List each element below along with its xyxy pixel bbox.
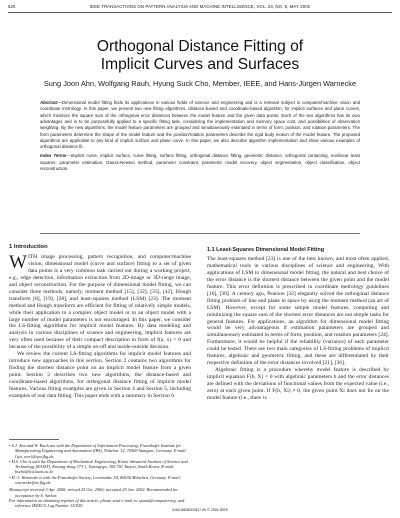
footnote-email-2: E-mail: hscho@lca.kaist.ac.kr. (15, 464, 175, 475)
subsection-heading-lsm: 1.1 Least-Squares Dimensional Model Fitting (207, 247, 325, 253)
footnote-affiliation-1-text: S.J. Ahn and W. Rauh are with the Department of Information Processing, Fraunhofer Institute for Manufacturing Engineering and Automation (IPA), Nobelstr. 12, 70569 Stuttgart, Germany. (11, 443, 181, 454)
abstract-text: —Dimensional model fitting finds its applications in various fields of science and engineering and is a relevant subject in computer/machine vision and coordinate metrology. In this paper, we present two new fitting algorithms, distance-based and coordinate-based algorithm, for implicit surfaces and plane curves, which minimize the square sum of the orthogonal error distances between the model feature and the given data points. Each of the two algorithms has its own advantages and is to be purposefully applied to a specific fitting task, considering the implementation and memory space cost, and possibilities of observation weighting. By the new algorithms, the model feature parameters are grouped and simultaneously estimated in terms of form, position, and rotation parameters. The form parameters determine the shape of the model feature and the position/rotation parameters describe the rigid body motion of the model feature. The proposed algorithms are applicable to any kind of implicit surface and plane curve. In this paper, we also describe algorithm implementation and show various examples of orthogonal distance fit. (40, 100, 360, 150)
page-number: 620 (8, 4, 16, 9)
header-divider (8, 12, 392, 13)
footnote-affiliation-2: • H.S. Cho is with the Department of Mechanical Engineering, Korea Advanced Institute of Science and Technology (KAIST), Kusong-dong 373-1, Yusong-gu, 305-701 Taejon, South Korea. E-mail: hscho@lca.kaist.ac.kr. (9, 458, 188, 475)
left-column (9, 244, 191, 400)
intro-paragraph-1-text: ITH image processing, pattern recognition, and computer/machine vision, dimensional model (curve and surface) fitting to a set of given data points is a very common task carried out during a working project, e.g., edge detection, information extraction from 2D-image or 3D-range image, and object reconstruction. For the purpose of dimensional model fitting, we can consider three methods, namely, moment method [15], [32], [35], [42], Hough transform [8], [19], [28], and least-squares method (LSM) [23]. The moment method and Hough transform are efficient for fitting of relatively simple models, while their application to a complex object model or to an object model with a large number of model parameters is not encouraged. In this paper, we consider the LS-fitting algorithms for implicit model features. By data modeling and analysis in various disciplines of science and engineering, implicit features are very often used because of their compact description in form of f(a, x) = 0 and because of the possibility of a simple on-off and inside-outside decision. (9, 253, 191, 351)
index-terms (40, 153, 360, 172)
title-line-2: Implicit Curves and Surfaces (100, 56, 300, 73)
index-terms-text: —Implicit curve, implicit surface, curve fitting, surface fitting, orthogonal distance fitting, geometric distance, orthogonal contacting, nonlinear least squares, parameter estimation, Gauss-Newton method, parameter constraint, parametric model recovery, object segmentation, object classification, object reconstruction. (40, 153, 360, 171)
footnote-affiliation-3: • H.-J. Warnecke is with the Fraunhofer Society, Leonrodstr. 54, 80636 München, Germany. E-mail: warnecke@zv.fhg.de. (9, 474, 182, 486)
index-terms-label: Index Terms (40, 153, 67, 159)
abstract-paragraph (40, 100, 360, 151)
running-head (8, 4, 392, 12)
lsm-paragraph-2: Algebraic fitting is a procedure whereby model feature is described by implicit equation F(b, X) = 0 with algebraic parameters b and the error distances are defined with the deviations of functional values from the expected value (i.e., zero) at each given point. If F(b, Xi) ≠ 0, the given point Xi does not lie on the model feature (i.e., there is (207, 367, 389, 402)
abstract-label: Abstract (40, 100, 58, 105)
abstract-divider (40, 233, 360, 234)
footnote-affiliation-3-text: H.-J. Warnecke is with the Fraunhofer Society, Leonrodstr. 54, 80636 München, Germany. E-mail: warnecke@zv.fhg.de. (11, 474, 182, 486)
title-line-1: Orthogonal Distance Fitting of (96, 38, 304, 55)
journal-header: IEEE TRANSACTIONS ON PATTERN ANALYSIS AND MACHINE INTELLIGENCE, VOL. 24, NO. 5, MAY 2002 (89, 4, 311, 9)
footnotes (9, 439, 191, 509)
author-list: Sung Joon Ahn, Wolfgang Rauh, Hyung Suck Cho, Member, IEEE, and Hans-Jürgen Warnecke (43, 79, 357, 88)
right-column (207, 244, 389, 402)
footnote-divider (9, 439, 59, 440)
intro-paragraph-1 (9, 251, 191, 351)
paper-title (20, 38, 380, 74)
lsm-paragraph-1: The least-squares method [23] is one of the best known, and most often applied, mathematical tools in various disciplines of science and engineering. With applications of LSM to dimensional model fitting, the natural and best choice of the error distance is the shortest distance between the given point and the model feature. This error definition is prescribed in coordinate metrology guidelines [16], [30]. A century ago, Pearson [32] elegantly solved the orthogonal distance fitting problem of line and plane in space by using the moment method (an art of LSM). However, except for some simple model features, computing and minimizing the square sum of the shortest error distances are not simple tasks for general features. For applications, an algorithm for dimensional model fitting would be very advantageous if estimation parameters are grouped and simultaneously estimated in terms of form, position, and rotation parameters [24]. Furthermore, it would be helpful if the reliability (variance) of each parameter could be tested. There are two main categories of LS-fitting problems of implicit features, algebraic and geometric fitting, and these are differentiated by their respective definition of the error distances involved [21], [36]. (207, 255, 389, 367)
reprint-info: For information on obtaining reprints of this article, please send e-mail to: tpami@computer.org, and reference IEEECS Log Number 111929. (9, 497, 185, 509)
section-heading-introduction: 1 Introduction (9, 244, 48, 250)
footnote-affiliation-1: • S.J. Ahn and W. Rauh are with the Department of Information Processing, Fraunhofer Institute for Manufacturing Engineering and Automation (IPA), Nobelstr. 12, 70569 Stuttgart, Germany. E-mail: {sja, wor}@ipa.fhg.de. (9, 443, 187, 459)
intro-paragraph-2: We review the current LS-fitting algorithms for implicit model features and introduce new approaches in this section. Section 2 contains two algorithms for finding the shortest distance point on an implicit model feature from a given point. Section 3 describes two new algorithms, the distance-based and coordinate-based algorithms, for orthogonal distance fitting of implicit model features. Various fitting examples are given in Section 4 and Section 5, including examples of real data fitting. This paper ends with a summary in Section 6. (9, 351, 191, 400)
abstract (40, 100, 360, 172)
footnote-email-1: E-mail: {sja, wor}@ipa.fhg.de. (15, 448, 187, 459)
copyright-footer: 0162-8828/02/$17.00 © 2002 IEEE (172, 508, 228, 512)
manuscript-history: Manuscript received 3 Apr. 2000; revised 25 Oct. 2000; accepted 29 Jan. 2002. Recommended for acceptance by S. Sarkar. (9, 487, 178, 498)
footnote-affiliation-2-text: H.S. Cho is with the Department of Mechanical Engineering, Korea Advanced Institute of Science and Technology (KAIST), Kusong-dong 373-1, Yusong-gu, 305-701 Taejon, South Korea. (11, 458, 188, 470)
drop-cap: W (9, 251, 27, 273)
